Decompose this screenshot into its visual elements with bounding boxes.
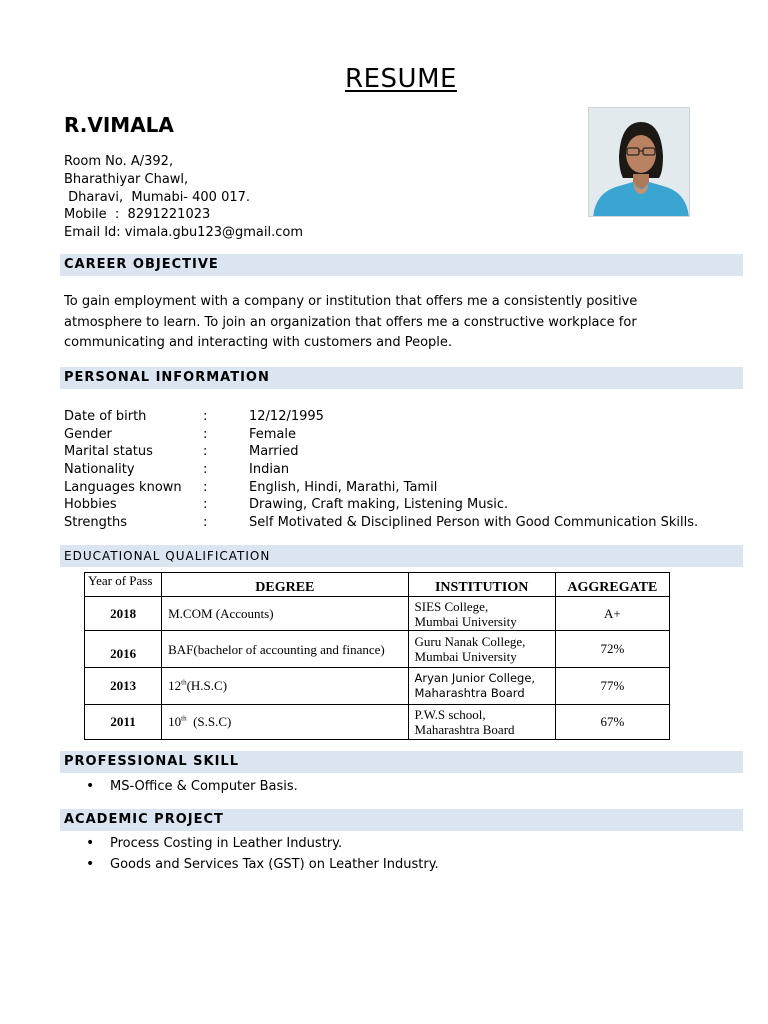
resume-title: RESUME	[345, 64, 457, 94]
header-year: Year of Pass	[85, 573, 162, 597]
skills-list	[86, 776, 298, 797]
list-item: • Process Costing in Leather Industry.	[86, 833, 439, 854]
row-degree	[162, 668, 408, 705]
row-institution	[408, 668, 555, 705]
degree-level: 10	[168, 714, 182, 729]
table-row	[85, 705, 670, 740]
list-item: • MS-Office & Computer Basis.	[86, 776, 298, 797]
info-label: Nationality	[64, 462, 135, 478]
degree-sup: th	[181, 678, 187, 687]
institution-board: Mumbai University	[414, 649, 517, 664]
degree-name: (S.S.C)	[186, 714, 232, 729]
table-row	[85, 631, 670, 668]
info-separator: :	[203, 462, 208, 478]
mobile-line: Mobile : 8291221023	[64, 207, 211, 223]
row-institution	[408, 631, 555, 668]
career-objective-text: To gain employment with a company or institution that offers me a consistently positive atmosphere to learn. To join an organization that offers me a constructive workplace for communicating and interacting with customers and People.	[64, 294, 638, 350]
table-header-row	[85, 573, 670, 597]
info-value: 12/12/1995	[249, 409, 324, 424]
info-value: English, Hindi, Marathi, Tamil	[249, 479, 438, 495]
projects-list	[86, 833, 439, 875]
list-item: • Goods and Services Tax (GST) on Leather Industry.	[86, 854, 439, 875]
table-row	[85, 597, 670, 631]
header-institution: INSTITUTION	[408, 573, 555, 597]
address-line: Room No. A/392,	[64, 154, 174, 169]
row-aggregate: 77%	[555, 668, 669, 705]
row-year: 2018	[85, 597, 162, 631]
section-personal-information: PERSONAL INFORMATION	[60, 367, 743, 389]
profile-photo-image	[589, 108, 690, 217]
section-academic-project: ACADEMIC PROJECT	[60, 809, 743, 831]
row-degree	[162, 705, 408, 740]
institution-board: Mumbai University	[414, 613, 517, 629]
info-value: Married	[249, 444, 299, 460]
info-label: Strengths	[64, 515, 128, 531]
address-line: Dharavi, Mumabi- 400 017.	[64, 189, 251, 205]
info-value: Indian	[249, 462, 290, 478]
candidate-name: R.VIMALA	[64, 113, 174, 137]
section-educational-qualification: EDUCATIONAL QUALIFICATION	[60, 545, 743, 567]
row-institution	[408, 705, 555, 740]
header-degree: DEGREE	[162, 573, 408, 597]
row-aggregate: 67%	[555, 705, 669, 740]
info-label: Languages known	[64, 479, 182, 495]
info-label: Marital status	[64, 444, 153, 460]
header-aggregate: AGGREGATE	[555, 573, 669, 597]
institution-name: Guru Nanak College,	[414, 634, 526, 649]
row-year: 2016	[85, 631, 162, 668]
degree-level: 12	[168, 678, 182, 693]
row-degree: M.COM (Accounts)	[162, 597, 408, 631]
section-career-objective: CAREER OBJECTIVE	[60, 254, 743, 276]
institution-name: P.W.S school,	[414, 707, 486, 722]
info-separator: :	[203, 479, 208, 495]
row-year: 2013	[85, 668, 162, 705]
row-aggregate: 72%	[555, 631, 669, 668]
institution-board: Maharashtra Board	[414, 686, 525, 700]
row-aggregate: A+	[555, 597, 669, 631]
profile-photo	[588, 107, 690, 217]
row-institution	[408, 597, 555, 631]
institution-name: Aryan Junior College,	[414, 671, 536, 685]
institution-name: SIES College,	[414, 598, 489, 614]
degree-name: (H.S.C)	[186, 678, 228, 693]
contact-block	[64, 153, 303, 242]
info-value: Drawing, Craft making, Listening Music.	[249, 497, 509, 513]
education-table	[84, 572, 670, 740]
info-label: Gender	[64, 426, 112, 442]
info-separator: :	[203, 426, 208, 442]
degree-sup: th	[181, 714, 187, 723]
address-line: Bharathiyar Chawl,	[64, 171, 189, 187]
email-line: Email Id: vimala.gbu123@gmail.com	[64, 225, 304, 241]
row-year: 2011	[85, 705, 162, 740]
info-label: Date of birth	[64, 409, 147, 424]
info-label: Hobbies	[64, 497, 117, 513]
info-separator: :	[203, 444, 208, 460]
row-degree: BAF(bachelor of accounting and finance)	[162, 631, 408, 668]
info-value: Female	[249, 426, 297, 442]
info-separator: :	[203, 497, 208, 513]
section-professional-skill: PROFESSIONAL SKILL	[60, 751, 743, 773]
info-separator: :	[203, 409, 208, 424]
info-separator: :	[203, 515, 208, 531]
info-value: Self Motivated & Disciplined Person with Good Communication Skills.	[249, 515, 699, 531]
table-row	[85, 668, 670, 705]
institution-board: Maharashtra Board	[414, 722, 515, 737]
